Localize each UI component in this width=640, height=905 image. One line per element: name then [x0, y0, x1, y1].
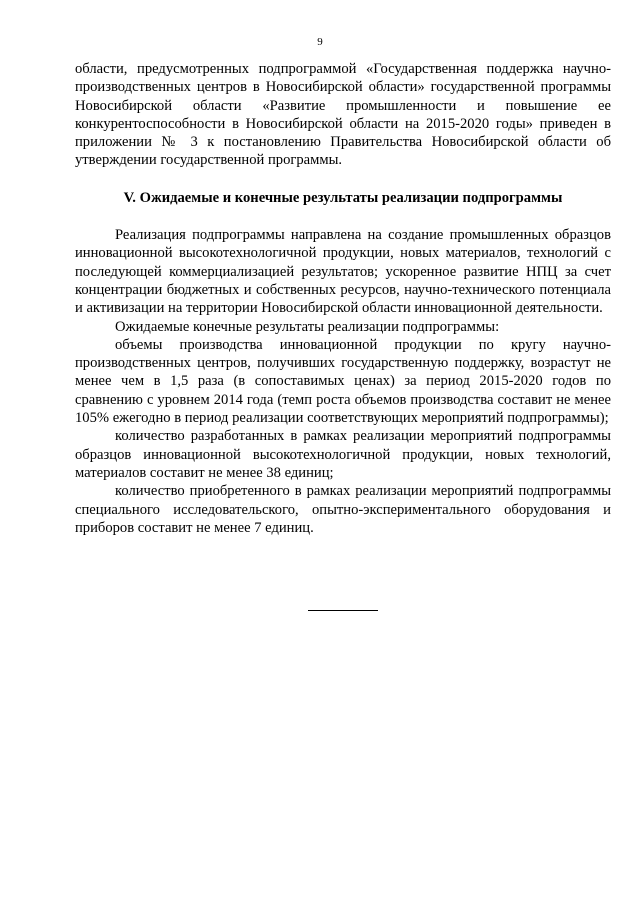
- intro-paragraph: области, предусмотренных подпрограммой «Государственная поддержка научно-производственных центров в Новосибирской области» государственной программы Новосибирской области «Развитие промышленности и повышение ее конкурентоспособности в Новосибирской области на 2015-2020 годы» приведен в приложении № 3 к постановлению Правительства Новосибирской области об утверждении государственной программы.: [75, 61, 611, 169]
- paragraph-equipment-count: количество приобретенного в рамках реализации мероприятий подпрограммы специального исследовательского, опытно-экспериментального оборудования и приборов составит не менее 7 единиц.: [75, 483, 611, 536]
- end-of-document-rule: [308, 610, 378, 611]
- paragraph-purpose: Реализация подпрограммы направлена на создание промышленных образцов инновационной высокотехнологичной продукции, новых материалов, технологий с последующей коммерциализацией результатов; ускоренное развитие НПЦ за счет концентрации бюджетных и собственных ресурсов, научно-технического потенциала и активизации на территории Новосибирской области инновационной деятельности.: [75, 227, 611, 317]
- page-number: 9: [317, 36, 323, 48]
- section-heading: V. Ожидаемые и конечные результаты реализации подпрограммы: [123, 189, 563, 206]
- document-body: [75, 60, 611, 537]
- paragraph-prototypes-count: количество разработанных в рамках реализации мероприятий подпрограммы образцов инновационной высокотехнологичной продукции, новых технологий, материалов составит не менее 38 единиц;: [75, 428, 611, 481]
- paragraph-results-intro: Ожидаемые конечные результаты реализации подпрограммы:: [115, 318, 500, 335]
- paragraph-production-volume: объемы производства инновационной продукции по кругу научно-производственных центров, получивших государственную поддержку, возрастут не менее чем в 1,5 раза (в сопоставимых ценах) за период 2015-2020 годов по сравнению с уровнем 2014 года (темп роста объемов производства составит не менее 105% ежегодно в период реализации соответствующих мероприятий подпрограммы);: [75, 336, 611, 427]
